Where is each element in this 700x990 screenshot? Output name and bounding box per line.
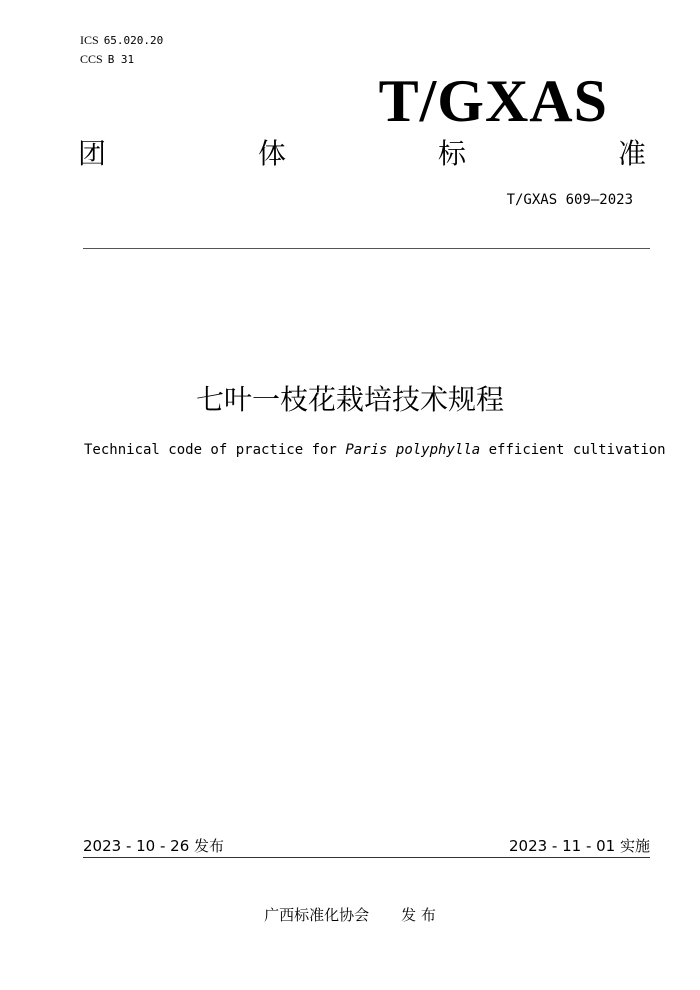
standard-brand: T/GXAS bbox=[378, 68, 608, 134]
standard-type-char: 团 bbox=[78, 137, 107, 170]
ccs-classification bbox=[80, 52, 134, 67]
title-english-prefix: Technical code of practice for bbox=[84, 442, 337, 458]
standard-type-char: 标 bbox=[437, 137, 466, 170]
publisher-action: 发 布 bbox=[401, 906, 436, 924]
standard-type-heading bbox=[78, 136, 646, 172]
publisher-line bbox=[0, 904, 700, 925]
implementation-date: 2023 - 11 - 01 实施 bbox=[508, 837, 650, 855]
document-title-english bbox=[84, 442, 666, 458]
ics-classification bbox=[80, 33, 163, 48]
ccs-label: CCS bbox=[80, 52, 103, 66]
top-divider bbox=[83, 248, 650, 249]
standard-type-char: 准 bbox=[617, 137, 646, 170]
standard-type-char: 体 bbox=[257, 137, 286, 170]
document-title-chinese: 七叶一枝花栽培技术规程 bbox=[195, 383, 504, 416]
title-english-species: Paris polyphylla bbox=[345, 442, 481, 458]
publish-date: 2023 - 10 - 26 发布 bbox=[83, 837, 225, 855]
ccs-value: B 31 bbox=[107, 53, 135, 66]
publisher-name: 广西标准化协会 bbox=[264, 906, 370, 924]
ics-label: ICS bbox=[80, 33, 99, 47]
standard-code: T/GXAS 609—2023 bbox=[506, 192, 633, 208]
title-english-suffix: efficient cultivation bbox=[488, 442, 666, 458]
ics-value: 65.020.20 bbox=[103, 34, 164, 47]
bottom-divider bbox=[83, 857, 650, 858]
